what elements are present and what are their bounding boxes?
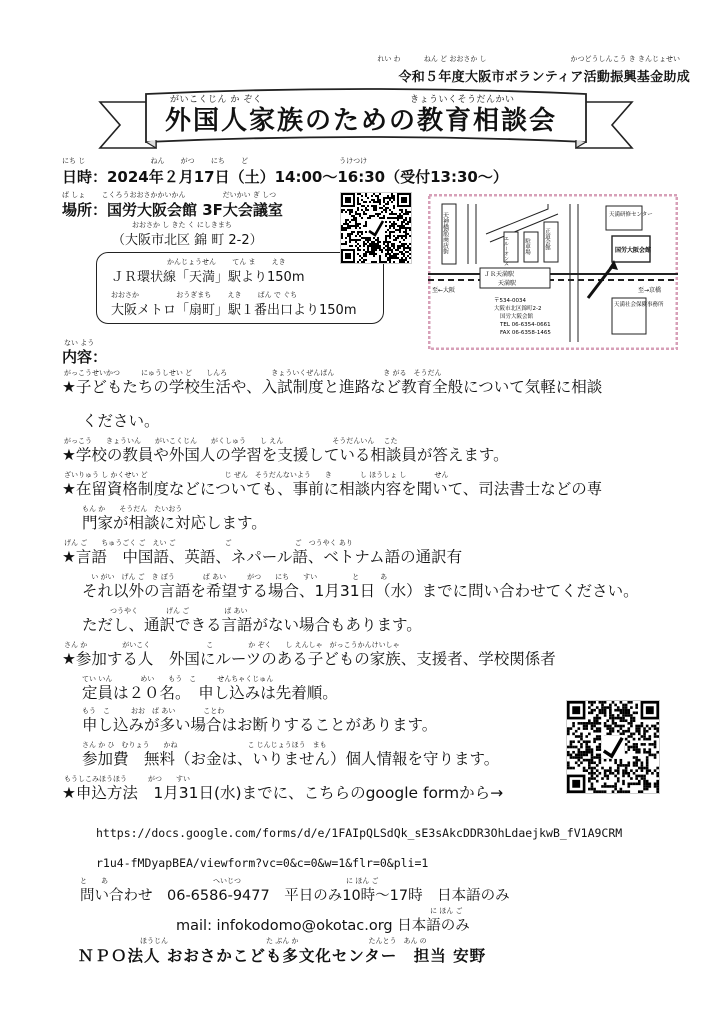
content-item-ruby: さん か ひ むりょう かね こ じんじょうほう まも	[82, 741, 327, 749]
content-item: ★在留資格制度などについても、事前に相談内容を聞いて、司法書士などの専	[62, 480, 603, 498]
map-label-seido: 正道会館	[544, 228, 550, 250]
place-ruby: ば しょ こくろうおおさかかいかん だいかい ぎ しつ	[62, 191, 277, 199]
content-item: 申し込みが多い場合はお断りすることがあります。	[82, 716, 438, 734]
access-ruby-1: かんじょうせん てん ま えき	[167, 258, 286, 266]
event-address: （大阪市北区 錦 町 2-2）	[112, 233, 263, 248]
access-jr: ＪＲ環状線「天満」駅より150m	[111, 270, 305, 285]
content-item-ruby: げん ご ちゅうごく ご えい ご ご ご つうやく あり	[64, 539, 353, 547]
content-item-ruby: てい いん めい もう こ せんちゃくじゅん	[82, 675, 274, 683]
content-item-ruby: い がい げん ご き ぼう ば あい がつ にち すい と あ	[82, 573, 388, 581]
contact-phone: 問い合わせ 06-6586-9477 平日のみ10時〜17時 日本語のみ	[80, 888, 510, 904]
content-item: ★言語 中国語、英語、ネパール語、ベトナム語の通訳有	[62, 548, 463, 566]
contact-mail-ruby: に ほん ご	[430, 907, 463, 915]
map-address: 大阪市北区錦町2-2	[494, 306, 542, 312]
content-item-ruby: もう こ おお ば あい ことわ	[82, 707, 225, 715]
event-place: 場所：国労大阪会館 3F大会議室	[62, 201, 283, 219]
content-item-ruby: がっこう きょういん がいこくじん がくしゅう し えん そうだんいん こた	[64, 437, 398, 445]
datetime-ruby: にち じ ねん がつ にち ど うけつけ	[62, 157, 368, 165]
map-qr-code[interactable]	[340, 192, 412, 264]
content-item-ruby: もうしこみほうほう がつ すい	[64, 775, 190, 783]
map-label-to-kyobashi: 至→京橋	[638, 287, 662, 294]
map-label-kokuro: 国労大阪会館	[615, 247, 652, 254]
content-item: 門家が相談に対応します。	[82, 514, 267, 532]
map-label-parking: 駐車場	[524, 238, 530, 255]
organizer: ＮＰＯ法人 おおさかこども多文化センター 担当 安野	[78, 947, 487, 965]
content-item: ★子どもたちの学校生活や、入試制度と進路など教育全般について気軽に相談	[62, 378, 603, 396]
content-ruby: ない よう	[64, 339, 95, 347]
footer-ruby: ほうじん た ぶん か たんとう あん の	[140, 937, 427, 945]
content-item: ★参加する人 外国にルーツのある子どもの家族、支援者、学校関係者	[62, 650, 556, 668]
content-item-ruby: さん か がいこく こ か ぞく し えんしゃ がっこうかんけいしゃ	[64, 641, 400, 649]
content-item: ★学校の教員や外国人の学習を支援している相談員が答えます。	[62, 446, 509, 464]
grant-ruby: れい わ ねん ど おおさか し かつどうしんこう き きんじょせい	[377, 55, 680, 63]
map-label-to-osaka: 至←大阪	[432, 287, 456, 294]
event-datetime: 日時：2024年２月17日（土）14:00〜16:30（受付13:30〜）	[62, 168, 508, 186]
content-item: ★申込方法 1月31日(水)までに、こちらのgoogle formから→	[62, 784, 504, 802]
map-fax: FAX 06-6358-1465	[500, 330, 551, 336]
grant-notice: 令和５年度大阪市ボランティア活動振興基金助成	[398, 70, 690, 85]
map-tel: TEL 06-6354-0661	[500, 322, 551, 328]
content-item-ruby: ざいりゅう し かくせい ど じ ぜん そうだんないよう き し ほうしょ し せん	[64, 471, 449, 479]
map-label-tenma: 天満駅	[498, 280, 517, 287]
banner-ruby-left: がいこくじん か ぞく	[170, 95, 263, 105]
form-url-line-1[interactable]: https://docs.google.com/forms/d/e/1FAIpQLSdQk_sE3sAkcDDR3OhLdaejkwB_fV1A9CRM	[96, 826, 623, 840]
form-url-line-2[interactable]: r1u4-fMDyapBEA/viewform?vc=0&c=0&w=1&flr=0&pli=1	[96, 856, 429, 870]
content-item: ただし、通訳できる言語がない場合もあります。	[82, 616, 422, 634]
map-label-shaho: 天満社会保険事務所	[614, 302, 664, 308]
map-postal: 〒534-0034	[494, 298, 526, 304]
content-item: それ以外の言語を希望する場合、1月31日（水）までに問い合わせてください。	[82, 582, 639, 600]
form-qr-code[interactable]	[566, 700, 660, 794]
map-label-jr-tenma: ＪＲ天満駅	[484, 271, 515, 278]
address-ruby: おおさか し きた く にしきまち	[132, 221, 232, 229]
banner-ruby-right: きょういくそうだんかい	[410, 95, 515, 105]
map-building: 国労大阪会館	[500, 314, 534, 320]
map-label-kenshu: 天満研修センター	[609, 212, 653, 218]
content-item-ruby: つうやく げん ご ば あい	[82, 607, 248, 615]
content-item: 定員は２０名。 申し込みは先着順。	[82, 684, 338, 702]
content-item: 参加費 無料（お金は、いりません）個人情報を守ります。	[82, 750, 500, 768]
page-title: 外国人家族のための教育相談会	[164, 106, 557, 136]
contact-ruby: と あ へいじつ に ほん ご	[80, 877, 379, 885]
access-map	[428, 194, 678, 350]
content-item-ruby: もん か そうだん たいおう	[82, 505, 183, 513]
content-item-ruby: がっこうせいかつ にゅうしせい ど しんろ きょういくぜんぱん き がる そうだん	[64, 369, 442, 377]
map-label-shotengai: 天神橋筋商店街	[441, 212, 449, 254]
access-ruby-2: おおさか おうぎまち えき ばん で ぐち	[111, 291, 298, 299]
content-item: ください。	[82, 412, 160, 430]
contact-mail[interactable]: mail: infokodomo@okotac.org 日本語のみ	[176, 918, 470, 934]
content-heading: 内容：	[62, 348, 108, 366]
map-label-elonce: エルーオンス	[503, 236, 509, 266]
access-metro: 大阪メトロ「扇町」駅１番出口より150m	[111, 303, 357, 318]
